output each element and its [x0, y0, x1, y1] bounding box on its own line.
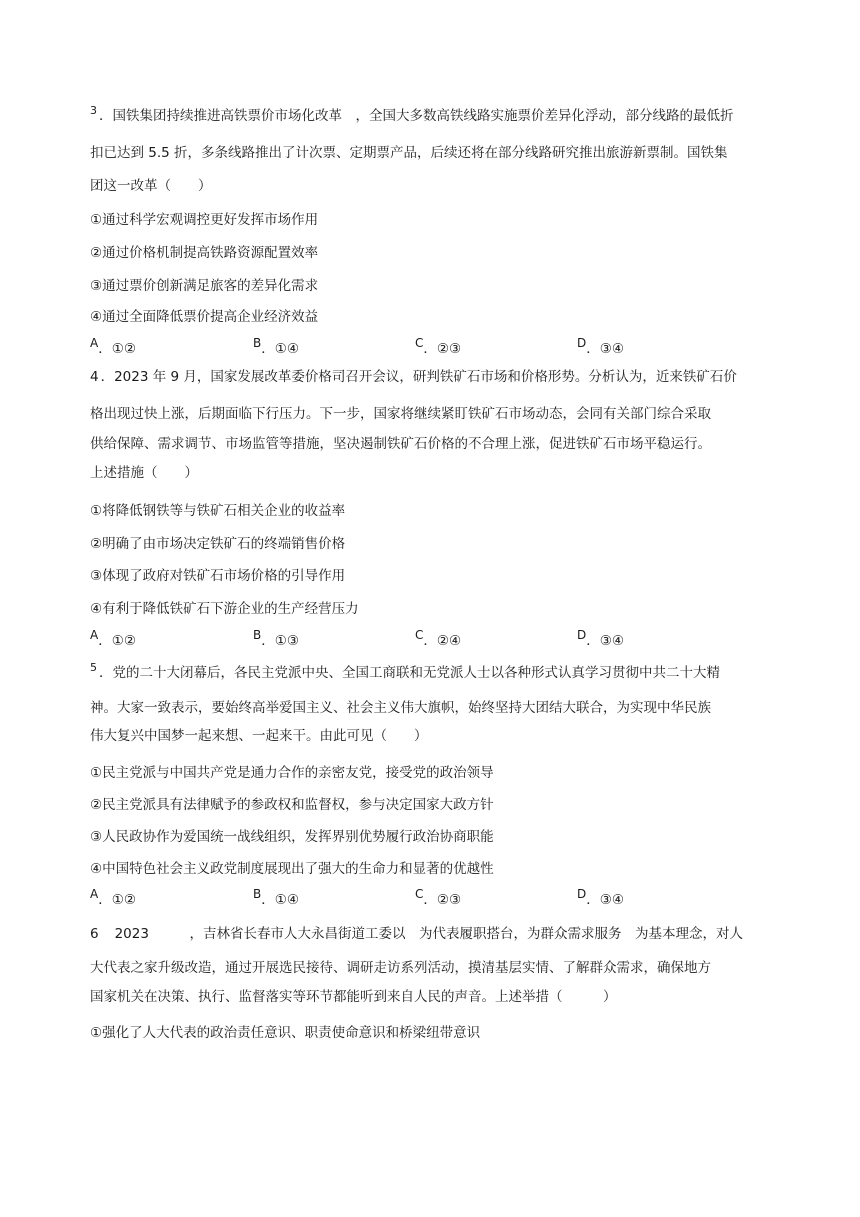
- option-text: ．①④: [261, 341, 299, 357]
- choice-item: ①将降低钢铁等与铁矿石相关企业的收益率: [90, 503, 346, 519]
- option-letter: A: [90, 887, 99, 901]
- option-text: ．①②: [98, 633, 136, 649]
- question-text-line: 格出现过快上涨，后期面临下行压力。下一步，国家将继续紧盯铁矿石市场动态，会同有关部门综合采取: [90, 406, 711, 422]
- question-text-line: ．党的二十大闭幕后，各民主党派中央、全国工商联和无党派人士以各种形式认真学习贯彻中共二十大精: [99, 665, 720, 681]
- choice-item: ③人民政协作为爱国统一战线组织，发挥界别优势履行政治协商职能: [90, 829, 494, 845]
- option-text: ．②③: [423, 341, 462, 357]
- choice-item: ①民主党派与中国共产党是通力合作的亲密友党，接受党的政治领导: [90, 765, 494, 781]
- question-text-line: ．国铁集团持续推进高铁票价市场化改革 ，全国大多数高铁线路实施票价差异化浮动，部分线路的最低折: [99, 108, 734, 124]
- option-text: ．①③: [261, 633, 299, 649]
- option-text: ．①②: [98, 892, 136, 908]
- option-text: ．②④: [423, 633, 462, 649]
- choice-item: ①强化了人大代表的政治责任意识、职责使命意识和桥梁纽带意识: [90, 1025, 481, 1041]
- choice-item: ③体现了政府对铁矿石市场价格的引导作用: [90, 568, 346, 584]
- option-letter: B: [253, 336, 262, 350]
- choice-item: ②通过价格机制提高铁路资源配置效率: [90, 245, 319, 261]
- question-text-line: 供给保障、需求调节、市场监管等措施，坚决遏制铁矿石价格的不合理上涨，促进铁矿石市场平稳运行。: [90, 436, 711, 452]
- question-text-line: 大代表之家升级改造，通过开展选民接待、调研走访系列活动，摸清基层实情、了解群众需求，确保地方: [90, 960, 711, 976]
- question-text-line: ．2023 年 9 月，国家发展改革委价格司召开会议，研判铁矿石市场和价格形势。分析认为，近来铁矿石价: [100, 369, 737, 385]
- option-b[interactable]: [253, 628, 299, 650]
- option-d[interactable]: [577, 887, 624, 909]
- question-text-line: 神。大家一致表示，要始终高举爱国主义、社会主义伟大旗帜，始终坚持大团结大联合，为实现中华民族: [90, 700, 711, 716]
- question-text-line: 伟大复兴中国梦一起来想、一起来干。由此可见（ ）: [90, 728, 428, 744]
- option-text: ．③④: [586, 892, 624, 908]
- option-d[interactable]: [577, 628, 624, 650]
- question-text-line: 国家机关在决策、执行、监督落实等环节都能听到来自人民的声音。上述举措（ ）: [90, 989, 617, 1005]
- option-letter: B: [253, 887, 262, 901]
- question-text-line: 上述措施（ ）: [90, 465, 198, 481]
- question-text-line: 扣已达到 5.5 折，多条线路推出了计次票、定期票产品，后续还将在部分线路研究推出旅游新票制。国铁集: [90, 145, 728, 161]
- question-text-line: 团这一改革（ ）: [90, 178, 212, 194]
- option-letter: D: [577, 887, 587, 901]
- question-number: 6: [90, 926, 99, 942]
- question-number: 5: [90, 661, 97, 674]
- option-c[interactable]: [415, 336, 462, 358]
- option-letter: A: [90, 628, 99, 642]
- option-b[interactable]: [253, 887, 299, 909]
- option-a[interactable]: [90, 336, 136, 358]
- option-a[interactable]: [90, 887, 136, 909]
- option-letter: C: [415, 628, 424, 642]
- question-number: 3: [90, 104, 97, 117]
- option-text: ．③④: [586, 633, 624, 649]
- option-letter: B: [253, 628, 262, 642]
- option-c[interactable]: [415, 887, 462, 909]
- option-b[interactable]: [253, 336, 299, 358]
- option-letter: C: [415, 887, 424, 901]
- option-text: ．②③: [423, 892, 462, 908]
- choice-item: ④通过全面降低票价提高企业经济效益: [90, 309, 319, 325]
- option-text: ．①②: [98, 341, 136, 357]
- choice-item: ①通过科学宏观调控更好发挥市场作用: [90, 212, 319, 228]
- option-c[interactable]: [415, 628, 462, 650]
- choice-item: ④中国特色社会主义政党制度展现出了强大的生命力和显著的优越性: [90, 861, 494, 877]
- question-text-line: 2023 ，吉林省长春市人大永昌街道工委以 为代表履职搭台，为群众需求服务 为基本理念，对人: [114, 926, 743, 942]
- option-letter: D: [577, 628, 587, 642]
- option-text: ．③④: [586, 341, 624, 357]
- option-letter: C: [415, 336, 424, 350]
- option-letter: A: [90, 336, 99, 350]
- option-text: ．①④: [261, 892, 299, 908]
- question-number: 4: [90, 369, 99, 385]
- choice-item: ③通过票价创新满足旅客的差异化需求: [90, 278, 319, 294]
- choice-item: ④有利于降低铁矿石下游企业的生产经营压力: [90, 601, 359, 617]
- option-a[interactable]: [90, 628, 136, 650]
- choice-item: ②明确了由市场决定铁矿石的终端销售价格: [90, 536, 346, 552]
- choice-item: ②民主党派具有法律赋予的参政权和监督权，参与决定国家大政方针: [90, 797, 494, 813]
- option-letter: D: [577, 336, 587, 350]
- option-d[interactable]: [577, 336, 624, 358]
